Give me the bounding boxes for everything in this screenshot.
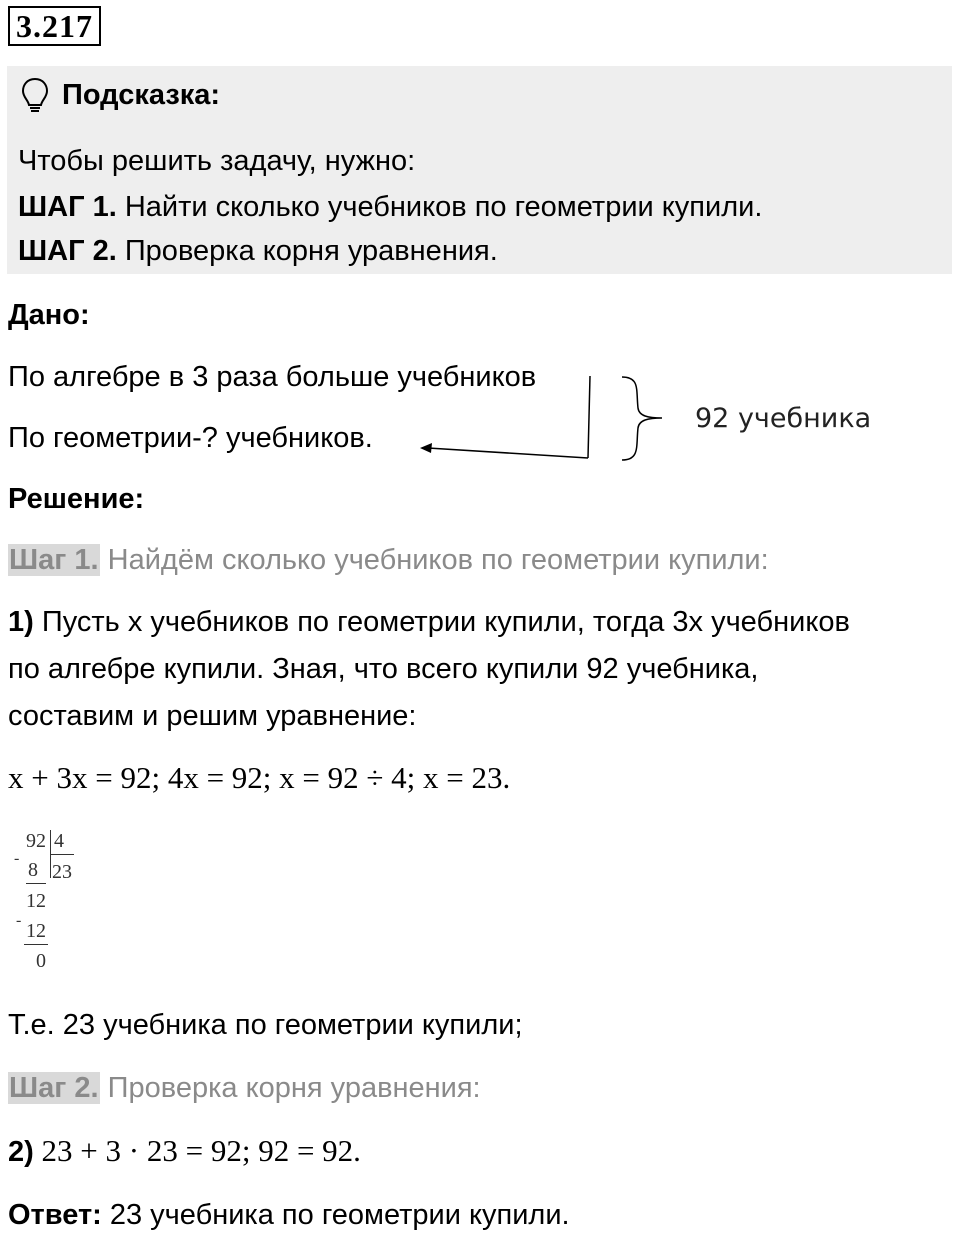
given-line-geometry: По геометрии-? учебников.	[8, 422, 373, 454]
answer-label: Ответ:	[8, 1199, 102, 1231]
step-2-label: Шаг 2.	[9, 1072, 99, 1104]
paragraph-2	[8, 1133, 361, 1170]
result-line: Т.е. 23 учебника по геометрии купили;	[8, 1009, 523, 1041]
division-divisor-line	[50, 854, 74, 855]
step-2-heading	[8, 1070, 481, 1106]
paragraph-2-label: 2)	[8, 1136, 34, 1168]
division-subtract-2: 12	[26, 920, 46, 942]
hint-step-2-label: ШАГ 2.	[18, 235, 117, 267]
answer-text: 23 учебника по геометрии купили.	[101, 1199, 570, 1231]
hint-step-1-text: Найти сколько учебников по геометрии купили.	[116, 191, 763, 223]
paragraph-1-label: 1)	[8, 606, 34, 638]
hint-step-1	[18, 189, 762, 225]
hint-step-2-text: Проверка корня уравнения.	[116, 235, 498, 267]
step-2-text: Проверка корня уравнения:	[99, 1072, 481, 1104]
lightbulb-icon	[20, 76, 50, 114]
given-line-algebra: По алгебре в 3 раза больше учебников	[8, 361, 537, 393]
task-number: 3.217	[8, 6, 101, 46]
paragraph-1-text: Пусть x учебников по геометрии купили, тогда 3x учебников	[33, 606, 850, 638]
division-dividend: 92	[26, 830, 46, 852]
division-remainder-1: 12	[26, 890, 46, 912]
hint-step-1-label: ШАГ 1.	[18, 191, 117, 223]
given-diagram	[400, 360, 700, 470]
given-total: 92 учебника	[695, 403, 872, 434]
step-1-heading	[8, 542, 769, 578]
long-division	[14, 828, 94, 978]
hint-step-2	[18, 233, 498, 269]
hint-intro: Чтобы решить задачу, нужно:	[18, 145, 416, 177]
division-line-1	[26, 883, 46, 884]
given-title: Дано:	[8, 299, 90, 331]
division-subtract-1: 8	[28, 859, 38, 881]
division-minus-1: -	[14, 850, 20, 867]
answer-line	[8, 1197, 570, 1233]
step-1-label: Шаг 1.	[9, 544, 99, 576]
division-line-2	[24, 944, 48, 945]
equation: x + 3x = 92; 4x = 92; x = 92 ÷ 4; x = 23.	[8, 760, 511, 795]
division-remainder-2: 0	[36, 950, 46, 972]
division-divisor: 4	[54, 830, 64, 852]
step-1-text: Найдём сколько учебников по геометрии купили:	[99, 544, 769, 576]
hint-title: Подсказка:	[62, 79, 221, 111]
paragraph-1-line-1	[8, 604, 850, 640]
division-quotient: 23	[52, 861, 72, 883]
solution-title: Решение:	[8, 483, 145, 515]
division-minus-2: -	[16, 912, 22, 929]
paragraph-2-equation: 23 + 3 · 23 = 92; 92 = 92.	[33, 1133, 361, 1168]
paragraph-1-line-3: составим и решим уравнение:	[8, 700, 417, 732]
paragraph-1-line-2: по алгебре купили. Зная, что всего купили 92 учебника,	[8, 653, 759, 685]
